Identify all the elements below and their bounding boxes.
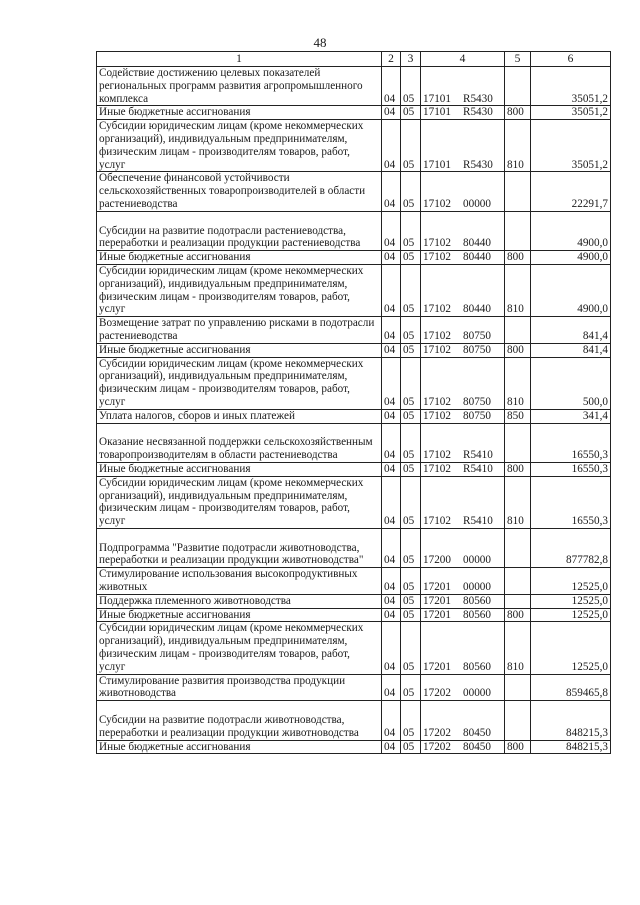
row-subsection-cell: 05 [401,251,421,265]
row-expense-type-cell: 810 [505,264,531,316]
table-row [97,317,611,344]
target-article-program: 17101 [423,158,451,171]
row-expense-type-cell [505,674,531,701]
table-row [97,594,611,608]
row-name-cell: Иные бюджетные ассигнования [97,106,382,120]
row-name-cell: Поддержка племенного животноводства [97,594,382,608]
row-section-cell: 04 [382,608,401,622]
target-article-program: 17202 [423,740,451,753]
row-amount-cell: 16550,3 [531,476,611,528]
target-article-direction: 80560 [463,608,491,621]
table-row [97,409,611,423]
table-row [97,106,611,120]
target-article-program: 17202 [423,726,451,739]
row-amount-cell: 341,4 [531,409,611,423]
row-target-article-cell [421,594,505,608]
row-section-cell: 04 [382,251,401,265]
target-article-direction: 80450 [463,726,491,739]
table-row [97,701,611,740]
row-amount-cell: 4900,0 [531,251,611,265]
row-name-cell: Субсидии юридическим лицам (кроме некоммерческих организаций), индивидуальным предпринимателям, физическим лицам - производителям товаров, работ, услуг [97,357,382,409]
row-subsection-cell: 05 [401,172,421,211]
column-header-6: 6 [531,52,611,67]
row-target-article-cell [421,701,505,740]
row-name-cell: Стимулирование использования высокопродуктивных животных [97,568,382,595]
row-amount-cell: 22291,7 [531,172,611,211]
target-article-direction: 00000 [463,554,491,567]
row-subsection-cell: 05 [401,317,421,344]
target-article-direction: 80560 [463,660,491,673]
row-subsection-cell: 05 [401,701,421,740]
row-section-cell: 04 [382,568,401,595]
row-name-cell: Субсидии юридическим лицам (кроме некоммерческих организаций), индивидуальным предпринимателям, физическим лицам - производителям товаров, работ, услуг [97,476,382,528]
column-header-5: 5 [505,52,531,67]
target-article-direction: R5430 [463,106,493,119]
table-row [97,608,611,622]
row-expense-type-cell: 810 [505,120,531,172]
row-subsection-cell: 05 [401,120,421,172]
target-article-direction: R5430 [463,92,493,105]
row-section-cell: 04 [382,106,401,120]
target-article-direction: 80450 [463,740,491,753]
row-expense-type-cell [505,568,531,595]
row-subsection-cell: 05 [401,462,421,476]
row-target-article-cell [421,172,505,211]
target-article-program: 17102 [423,409,451,422]
row-name-cell: Подпрограмма "Развитие подотрасли животноводства, переработки и реализации продукции животноводства" [97,528,382,567]
row-amount-cell: 4900,0 [531,211,611,250]
target-article-direction: 00000 [463,687,491,700]
row-section-cell: 04 [382,264,401,316]
row-target-article-cell [421,528,505,567]
row-expense-type-cell: 800 [505,608,531,622]
row-subsection-cell: 05 [401,740,421,754]
table-row [97,264,611,316]
row-expense-type-cell: 800 [505,740,531,754]
table-row [97,211,611,250]
target-article-direction: 80440 [463,303,491,316]
row-target-article-cell [421,357,505,409]
target-article-direction: 80750 [463,329,491,342]
row-expense-type-cell: 810 [505,622,531,674]
row-target-article-cell [421,568,505,595]
row-name-cell: Иные бюджетные ассигнования [97,608,382,622]
row-name-cell: Возмещение затрат по управлению рисками в подотрасли растениеводства [97,317,382,344]
row-expense-type-cell: 800 [505,343,531,357]
row-amount-cell: 12525,0 [531,608,611,622]
row-subsection-cell: 05 [401,357,421,409]
row-target-article-cell [421,622,505,674]
row-target-article-cell [421,251,505,265]
target-article-program: 17102 [423,343,451,356]
table-row [97,343,611,357]
row-section-cell: 04 [382,462,401,476]
table-row [97,674,611,701]
row-expense-type-cell [505,172,531,211]
row-target-article-cell [421,476,505,528]
row-section-cell: 04 [382,528,401,567]
target-article-program: 17200 [423,554,451,567]
row-section-cell: 04 [382,701,401,740]
row-section-cell: 04 [382,211,401,250]
row-subsection-cell: 05 [401,343,421,357]
row-subsection-cell: 05 [401,528,421,567]
row-amount-cell: 841,4 [531,317,611,344]
row-subsection-cell: 05 [401,211,421,250]
row-name-cell: Стимулирование развития производства продукции животноводства [97,674,382,701]
target-article-program: 17201 [423,581,451,594]
row-subsection-cell: 05 [401,106,421,120]
row-section-cell: 04 [382,622,401,674]
target-article-direction: 00000 [463,581,491,594]
row-target-article-cell [421,106,505,120]
row-name-cell: Субсидии юридическим лицам (кроме некоммерческих организаций), индивидуальным предпринимателям, физическим лицам - производителям товаров, работ, услуг [97,120,382,172]
row-section-cell: 04 [382,343,401,357]
row-amount-cell: 848215,3 [531,740,611,754]
target-article-program: 17102 [423,449,451,462]
row-amount-cell: 12525,0 [531,568,611,595]
row-name-cell: Субсидии юридическим лицам (кроме некоммерческих организаций), индивидуальным предпринимателям, физическим лицам - производителям товаров, работ, услуг [97,264,382,316]
row-section-cell: 04 [382,172,401,211]
row-amount-cell: 16550,3 [531,423,611,462]
row-section-cell: 04 [382,409,401,423]
table-row [97,251,611,265]
target-article-program: 17102 [423,329,451,342]
row-subsection-cell: 05 [401,594,421,608]
column-header-2: 2 [382,52,401,67]
row-expense-type-cell: 850 [505,409,531,423]
target-article-direction: R5410 [463,462,493,475]
row-expense-type-cell [505,701,531,740]
table-header [97,52,611,67]
row-amount-cell: 859465,8 [531,674,611,701]
row-name-cell: Иные бюджетные ассигнования [97,343,382,357]
row-expense-type-cell: 800 [505,106,531,120]
target-article-program: 17102 [423,515,451,528]
target-article-program: 17202 [423,687,451,700]
row-subsection-cell: 05 [401,264,421,316]
target-article-direction: 80750 [463,343,491,356]
row-section-cell: 04 [382,740,401,754]
row-target-article-cell [421,423,505,462]
target-article-direction: 80750 [463,409,491,422]
row-name-cell: Иные бюджетные ассигнования [97,462,382,476]
row-expense-type-cell [505,317,531,344]
target-article-program: 17101 [423,92,451,105]
table-row [97,462,611,476]
row-expense-type-cell: 800 [505,251,531,265]
row-section-cell: 04 [382,476,401,528]
table-row [97,568,611,595]
row-section-cell: 04 [382,594,401,608]
row-amount-cell: 848215,3 [531,701,611,740]
row-amount-cell: 12525,0 [531,622,611,674]
row-expense-type-cell [505,211,531,250]
target-article-program: 17101 [423,106,451,119]
row-target-article-cell [421,343,505,357]
row-amount-cell: 35051,2 [531,106,611,120]
row-section-cell: 04 [382,357,401,409]
budget-table [96,51,611,754]
target-article-program: 17102 [423,197,451,210]
target-article-program: 17201 [423,594,451,607]
target-article-program: 17102 [423,303,451,316]
row-section-cell: 04 [382,317,401,344]
row-target-article-cell [421,674,505,701]
row-name-cell: Обеспечение финансовой устойчивости сельскохозяйственных товаропроизводителей в области растениеводства [97,172,382,211]
row-target-article-cell [421,211,505,250]
row-name-cell: Субсидии на развитие подотрасли растениеводства, переработки и реализации продукции растениеводства [97,211,382,250]
column-header-1: 1 [97,52,382,67]
table-row [97,740,611,754]
row-subsection-cell: 05 [401,608,421,622]
row-subsection-cell: 05 [401,409,421,423]
row-name-cell: Субсидии юридическим лицам (кроме некоммерческих организаций), индивидуальным предпринимателям, физическим лицам - производителям товаров, работ, услуг [97,622,382,674]
row-subsection-cell: 05 [401,568,421,595]
row-subsection-cell: 05 [401,674,421,701]
target-article-direction: 80440 [463,237,491,250]
target-article-program: 17102 [423,462,451,475]
row-amount-cell: 500,0 [531,357,611,409]
row-expense-type-cell: 810 [505,357,531,409]
row-amount-cell: 12525,0 [531,594,611,608]
row-target-article-cell [421,317,505,344]
row-target-article-cell [421,67,505,106]
row-expense-type-cell [505,67,531,106]
row-target-article-cell [421,120,505,172]
column-header-4: 4 [421,52,505,67]
target-article-program: 17201 [423,660,451,673]
row-name-cell: Оказание несвязанной поддержки сельскохозяйственным товаропроизводителям в области растениеводства [97,423,382,462]
table-row [97,67,611,106]
table-row [97,120,611,172]
row-subsection-cell: 05 [401,67,421,106]
target-article-direction: 80750 [463,395,491,408]
row-section-cell: 04 [382,67,401,106]
target-article-direction: 00000 [463,197,491,210]
row-target-article-cell [421,409,505,423]
target-article-program: 17102 [423,395,451,408]
target-article-program: 17102 [423,237,451,250]
row-amount-cell: 877782,8 [531,528,611,567]
row-name-cell: Иные бюджетные ассигнования [97,740,382,754]
column-header-3: 3 [401,52,421,67]
page-number: 48 [313,35,327,50]
row-name-cell: Субсидии на развитие подотрасли животноводства, переработки и реализации продукции животноводства [97,701,382,740]
table-row [97,528,611,567]
row-expense-type-cell: 800 [505,462,531,476]
row-target-article-cell [421,462,505,476]
row-subsection-cell: 05 [401,423,421,462]
row-section-cell: 04 [382,120,401,172]
target-article-direction: 80440 [463,251,491,264]
row-amount-cell: 841,4 [531,343,611,357]
row-name-cell: Уплата налогов, сборов и иных платежей [97,409,382,423]
table-row [97,476,611,528]
row-amount-cell: 4900,0 [531,264,611,316]
target-article-program: 17102 [423,251,451,264]
row-target-article-cell [421,264,505,316]
row-section-cell: 04 [382,423,401,462]
row-expense-type-cell [505,528,531,567]
target-article-direction: R5430 [463,158,493,171]
row-expense-type-cell [505,594,531,608]
row-amount-cell: 35051,2 [531,120,611,172]
target-article-direction: R5410 [463,515,493,528]
target-article-direction: 80560 [463,594,491,607]
row-amount-cell: 35051,2 [531,67,611,106]
target-article-program: 17201 [423,608,451,621]
table-row [97,622,611,674]
row-target-article-cell [421,740,505,754]
table-row [97,357,611,409]
row-target-article-cell [421,608,505,622]
row-section-cell: 04 [382,674,401,701]
row-name-cell: Иные бюджетные ассигнования [97,251,382,265]
table-row [97,423,611,462]
row-subsection-cell: 05 [401,622,421,674]
target-article-direction: R5410 [463,449,493,462]
table-body [97,67,611,754]
row-expense-type-cell: 810 [505,476,531,528]
row-name-cell: Содействие достижению целевых показателей региональных программ развития агропромышленного комплекса [97,67,382,106]
row-expense-type-cell [505,423,531,462]
row-subsection-cell: 05 [401,476,421,528]
table-row [97,172,611,211]
table-header-row [97,52,611,67]
row-amount-cell: 16550,3 [531,462,611,476]
